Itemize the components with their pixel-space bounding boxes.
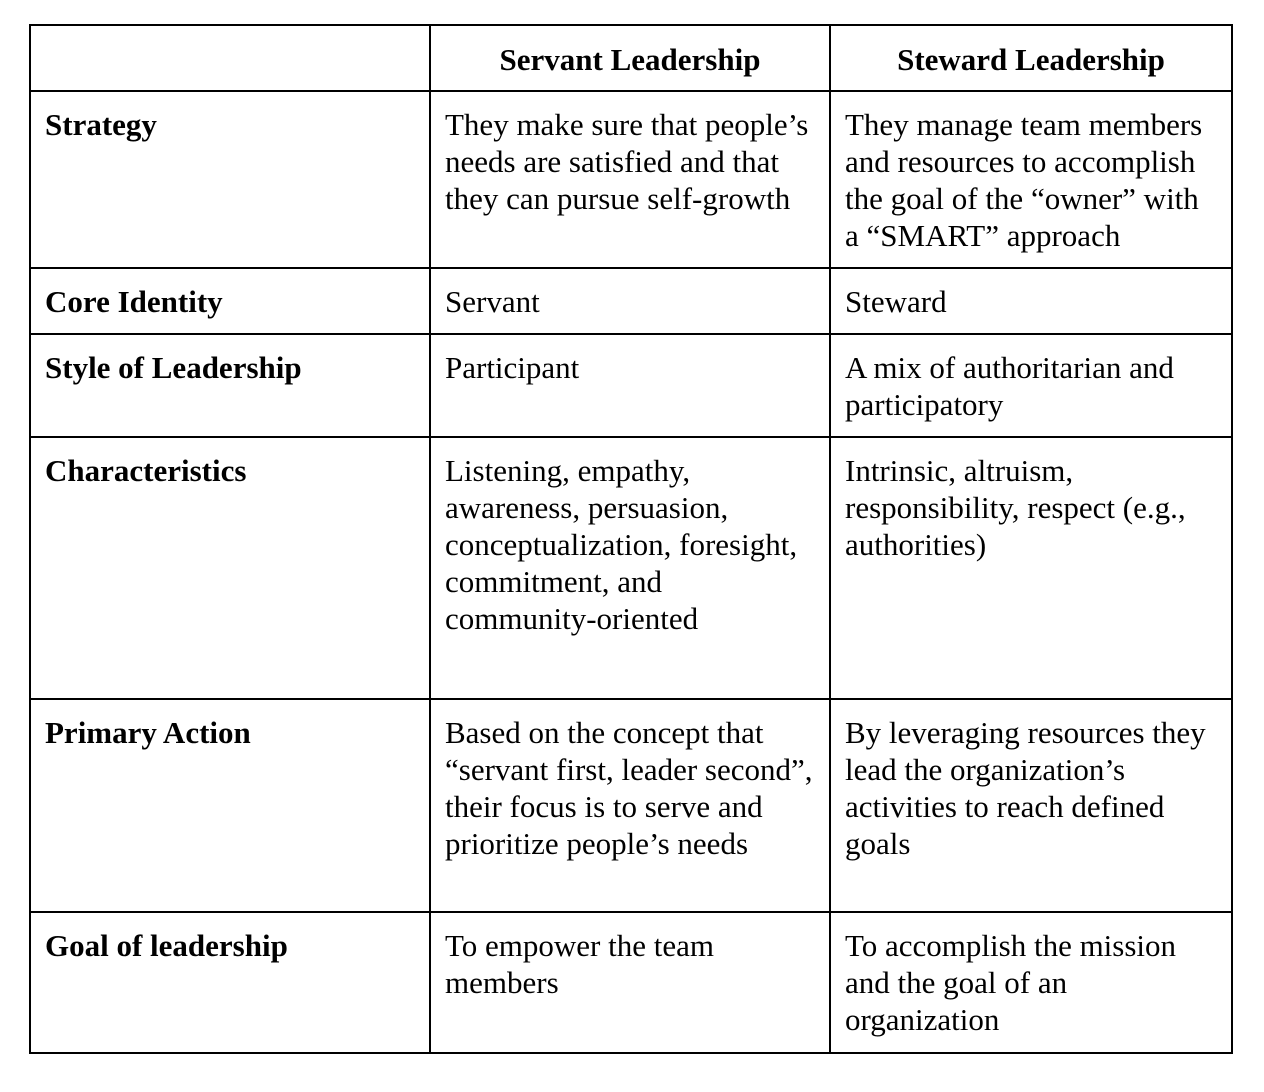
cell-servant-core-identity: Servant [430,268,830,334]
leadership-comparison-table [29,24,1233,1054]
header-steward-leadership: Steward Leadership [830,25,1232,91]
cell-servant-characteristics: Listening, empathy, awareness, persuasion, conceptualization, foresight, commitment, and community-oriented [430,437,830,699]
row-label-goal-of-leadership: Goal of leadership [30,912,430,1053]
row-label-characteristics: Characteristics [30,437,430,699]
cell-servant-strategy: They make sure that people’s needs are satisfied and that they can pursue self-growth [430,91,830,268]
table-row [30,912,1232,1053]
cell-steward-style-of-leadership: A mix of authoritarian and participatory [830,334,1232,437]
cell-steward-goal-of-leadership: To accomplish the mission and the goal of an organization [830,912,1232,1053]
table-row [30,268,1232,334]
row-label-strategy: Strategy [30,91,430,268]
header-servant-leadership: Servant Leadership [430,25,830,91]
header-corner-cell [30,25,430,91]
cell-steward-core-identity: Steward [830,268,1232,334]
cell-servant-primary-action: Based on the concept that “servant first, leader second”, their focus is to serve and prioritize people’s needs [430,699,830,912]
table-row [30,437,1232,699]
cell-steward-characteristics: Intrinsic, altruism, responsibility, respect (e.g., authorities) [830,437,1232,699]
cell-steward-primary-action: By leveraging resources they lead the organization’s activities to reach defined goals [830,699,1232,912]
row-label-style-of-leadership: Style of Leadership [30,334,430,437]
cell-steward-strategy: They manage team members and resources to accomplish the goal of the “owner” with a “SMART” approach [830,91,1232,268]
table-row [30,334,1232,437]
row-label-primary-action: Primary Action [30,699,430,912]
cell-servant-style-of-leadership: Participant [430,334,830,437]
cell-servant-goal-of-leadership: To empower the team members [430,912,830,1053]
table-row [30,91,1232,268]
table-header-row [30,25,1232,91]
table-row [30,699,1232,912]
row-label-core-identity: Core Identity [30,268,430,334]
